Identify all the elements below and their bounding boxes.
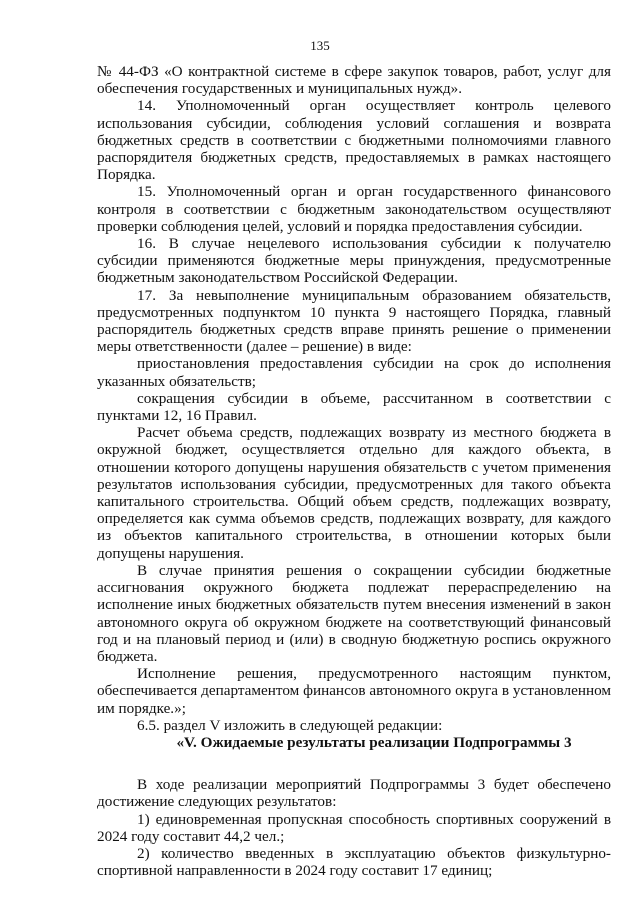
paragraph: Расчет объема средств, подлежащих возврату из местного бюджета в окружной бюджет, осуществляется отдельно для каждого объекта, в отношении которого допущены нарушения обязательств с учетом применения результатов использования субсидии, предусмотренных для такого объекта капитального строительства. Общий объем средств, подлежащих возврату, определяется как сумма объемов средств, подлежащих возврату, для каждого из объектов капитального строительства, в отношении которых были допущены нарушения. xyxy=(97,424,611,562)
paragraphs-top xyxy=(97,63,611,734)
paragraph: В ходе реализации мероприятий Подпрограммы 3 будет обеспечено достижение следующих результатов: xyxy=(97,776,611,811)
paragraph: приостановления предоставления субсидии на срок до исполнения указанных обязательств; xyxy=(97,355,611,390)
section-heading: «V. Ожидаемые результаты реализации Подпрограммы 3 xyxy=(176,733,572,751)
paragraph: 16. В случае нецелевого использования субсидии к получателю субсидии применяются бюджетные меры принуждения, предусмотренные бюджетным законодательством Российской Федерации. xyxy=(97,235,611,287)
paragraph: 6.5. раздел V изложить в следующей редакции: xyxy=(137,716,443,734)
paragraphs-bottom xyxy=(97,776,611,879)
spacer xyxy=(97,751,611,776)
paragraph: № 44-ФЗ «О контрактной системе в сфере закупок товаров, работ, услуг для обеспечения государственных и муниципальных нужд». xyxy=(97,63,611,98)
paragraph: сокращения субсидии в объеме, рассчитанном в соответствии с пунктами 12, 16 Правил. xyxy=(97,389,611,425)
paragraph: 15. Уполномоченный орган и орган государственного финансового контроля в соответствии с бюджетным законодательством осуществляют проверки соблюдения целей, условий и порядка предоставления субсидии. xyxy=(97,183,611,235)
paragraph: 17. За невыполнение муниципальным образованием обязательств, предусмотренных подпунктом 10 пункта 9 настоящего Порядка, главный распорядитель бюджетных средств вправе принять решение о применении меры ответственности (далее – решение) в виде: xyxy=(97,286,611,356)
paragraph: 2) количество введенных в эксплуатацию объектов физкультурно-спортивной направленности в 2024 году составит 17 единиц; xyxy=(97,844,611,880)
paragraph: В случае принятия решения о сокращении субсидии бюджетные ассигнования окружного бюджета подлежат перераспределению на исполнение иных бюджетных обязательств путем внесения изменений в закон автономного округа об окружном бюджете на соответствующий финансовый год и на плановый период и (или) в сводную бюджетную роспись окружного бюджета. xyxy=(97,561,611,665)
paragraph: 14. Уполномоченный орган осуществляет контроль целевого использования субсидии, соблюдения условий соглашения и возврата бюджетных средств в соответствии с бюджетными полномочиями главного распорядителя бюджетных средств, предоставляемых в рамках настоящего Порядка. xyxy=(97,97,611,184)
page-number: 135 xyxy=(310,38,330,53)
paragraph: 1) единовременная пропускная способность спортивных сооружений в 2024 году составит 44,2 чел.; xyxy=(97,810,611,845)
paragraph: Исполнение решения, предусмотренного настоящим пунктом, обеспечивается департаментом финансов автономного округа в установленном им порядке.»; xyxy=(97,665,611,717)
document-body xyxy=(97,63,611,879)
